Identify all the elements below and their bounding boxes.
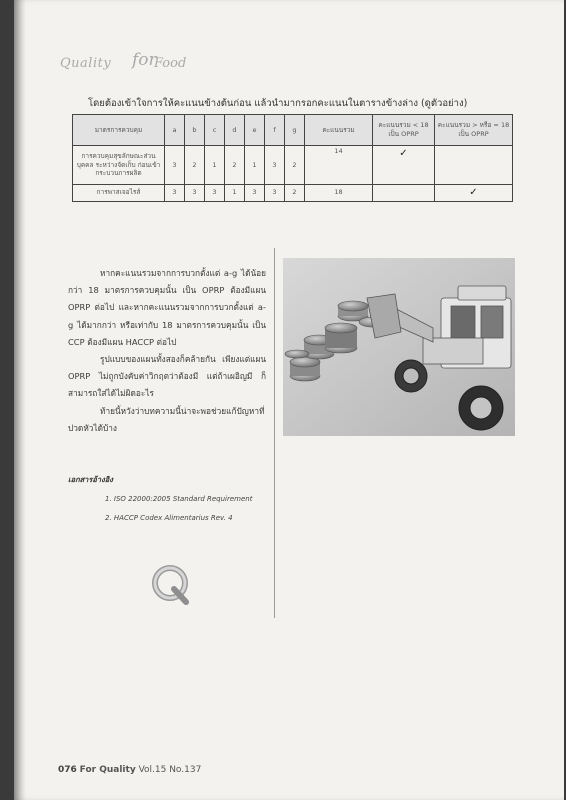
score-cell: 1 — [205, 146, 225, 185]
magazine-name: For Quality — [79, 765, 136, 775]
header-d: d — [225, 115, 245, 146]
issue-number: Vol.15 No.137 — [138, 765, 202, 775]
header-b: b — [185, 115, 205, 146]
brand-part-for: for — [132, 50, 157, 70]
score-cell: 3 — [265, 185, 285, 202]
reference-item: 2. HACCP Codex Alimentarius Rev. 4 — [105, 514, 233, 522]
score-cell: 2 — [285, 146, 305, 185]
header-total: คะแนนรวม — [305, 115, 373, 146]
score-cell: 1 — [245, 146, 265, 185]
paragraph-2: รูปแบบของแผนทั้งสองก็คล้ายกัน เพียงแต่แผน OPRP ไม่ถูกบังคับค่าวิกฤตว่าต้องมี แต่ถ้าเผอิญมี ก็สามารถใส่ได้ไม่ผิดอะไร — [68, 354, 266, 399]
score-cell: 2 — [285, 185, 305, 202]
table-row — [73, 146, 513, 185]
header-f: f — [265, 115, 285, 146]
intro-text: โดยต้องเข้าใจการให้คะแนนข้างต้นก่อน แล้วนำมากรอกคะแนนในตารางข้างล่าง (ดูตัวอย่าง) — [88, 98, 468, 109]
score-cell: 1 — [225, 185, 245, 202]
check-lt18 — [373, 185, 435, 202]
reference-item: 1. ISO 22000:2005 Standard Requirement — [105, 495, 253, 503]
row-label: การพาสเจอไรส์ — [73, 185, 165, 202]
brand-part-food: Food — [154, 56, 187, 71]
score-table — [72, 114, 513, 202]
header-c: c — [205, 115, 225, 146]
score-cell: 3 — [205, 185, 225, 202]
score-cell: 2 — [185, 146, 205, 185]
column-divider — [274, 248, 275, 618]
check-lt18: ✓ — [373, 146, 435, 185]
header-e: e — [245, 115, 265, 146]
header-a: a — [165, 115, 185, 146]
spine-shadow — [14, 0, 26, 800]
page-footer — [58, 765, 201, 775]
row-label: การควบคุมสุขลักษณะส่วนบุคคล ระหว่างจัดเก็บ ก่อนเข้ากระบวนการผลิต — [73, 146, 165, 185]
header-control-measure: มาตรการควบคุม — [73, 115, 165, 146]
score-cell: 3 — [165, 146, 185, 185]
paragraph-3: ท้ายนี้หวังว่าบทความนี้น่าจะพอช่วยแก้ปัญหาที่ปวดหัวได้บ้าง — [68, 405, 265, 433]
references-list — [105, 490, 253, 528]
total-cell: 18 — [305, 185, 373, 202]
header-g: g — [285, 115, 305, 146]
paragraph-1: หากคะแนนรวมจากการบวกตั้งแต่ a-g ได้น้อยกว่า 18 มาตรการควบคุมนั้น เป็น OPRP ต้องมีแผน OPRP ต่อไป และหากคะแนนรวมจากการบวกตั้งแต่ a-g ได้มากกว่า หรือเท่ากับ 18 มาตรการควบคุมนั้น เป็น CCP ต้องมีแผน HACCP ต่อไป — [68, 268, 266, 347]
header-lt18: คะแนนรวม < 18 เป็น OPRP — [373, 115, 435, 146]
table-row — [73, 185, 513, 202]
check-ge18: ✓ — [435, 185, 513, 202]
total-cell: 14 — [305, 146, 373, 185]
q-logo-icon — [150, 563, 192, 605]
score-cell: 3 — [185, 185, 205, 202]
bulldozer-coins-photo — [283, 258, 515, 436]
references-title: เอกสารอ้างอิง — [68, 475, 113, 484]
score-cell: 3 — [245, 185, 265, 202]
article-body — [68, 265, 266, 437]
score-cell: 2 — [225, 146, 245, 185]
brand-logo — [60, 50, 260, 80]
check-ge18 — [435, 146, 513, 185]
table-header-row — [73, 115, 513, 146]
brand-part-quality: Quality — [60, 56, 112, 71]
page-number: 076 — [58, 765, 77, 775]
header-ge18: คะแนนรวม > หรือ = 18 เป็น OPRP — [435, 115, 513, 146]
score-cell: 3 — [165, 185, 185, 202]
score-cell: 3 — [265, 146, 285, 185]
